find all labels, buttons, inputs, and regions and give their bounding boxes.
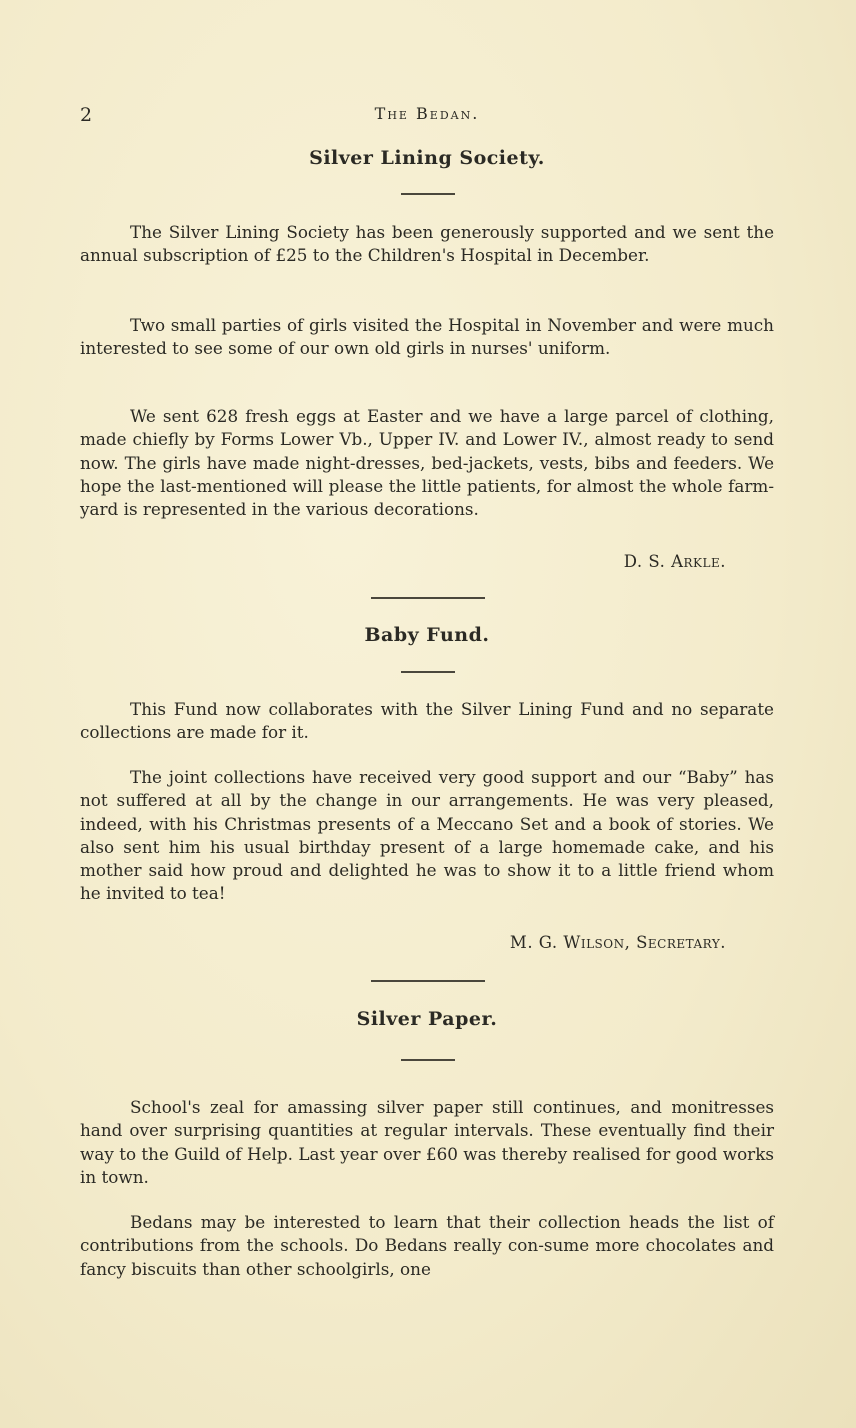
section-title-silver-paper: Silver Paper. bbox=[356, 1008, 498, 1030]
section-divider bbox=[401, 1059, 455, 1061]
signature: M. G. Wilson, Secretary. bbox=[509, 933, 726, 952]
paragraph: Bedans may be interested to learn that their collection heads the list of contributions from the schools. Do Bedans really con-sume more chocolates and fancy biscuits than other schoolgirls, one bbox=[80, 1212, 774, 1279]
section-divider bbox=[401, 193, 455, 195]
running-head bbox=[80, 104, 774, 128]
section-divider bbox=[371, 980, 485, 982]
paragraph: The joint collections have received very good support and our “Baby” has not suffered at all by the change in our arrangements. He was very pleased, indeed, with his Christmas presents of a Meccano Set and a book of stories. We also sent him his usual birthday present of a large homemade cake, and his mother said how proud and delighted he was to show it to a little friend whom he invited to tea! bbox=[80, 767, 774, 904]
paragraph: Two small parties of girls visited the Hospital in November and were much interested to see some of our own old girls in nurses' uniform. bbox=[80, 315, 774, 359]
section-divider bbox=[401, 671, 455, 673]
paragraph: This Fund now collaborates with the Silver Lining Fund and no separate collections are made for it. bbox=[80, 699, 774, 743]
journal-title: The Bedan. bbox=[374, 104, 480, 123]
paragraph: School's zeal for amassing silver paper still continues, and monitresses hand over surprising quantities at regular intervals. These eventually find their way to the Guild of Help. Last year over £60 was thereby realised for good works in town. bbox=[80, 1097, 774, 1187]
signature: D. S. Arkle. bbox=[623, 552, 726, 571]
section-divider bbox=[371, 597, 485, 599]
paragraph: We sent 628 fresh eggs at Easter and we have a large parcel of clothing, made chiefly by Forms Lower Vb., Upper IV. and Lower IV., almost ready to send now. The girls have made night-dresses, bed-jackets, vests, bibs and feeders. We hope the last-mentioned will please the little patients, for almost the whole farm-yard is represented in the various decorations. bbox=[80, 406, 774, 520]
section-title-baby-fund: Baby Fund. bbox=[364, 624, 490, 646]
section-title-silver-lining: Silver Lining Society. bbox=[309, 147, 545, 169]
paragraph: The Silver Lining Society has been generously supported and we sent the annual subscription of £25 to the Children's Hospital in December. bbox=[80, 222, 774, 266]
page-number: 2 bbox=[80, 104, 93, 126]
